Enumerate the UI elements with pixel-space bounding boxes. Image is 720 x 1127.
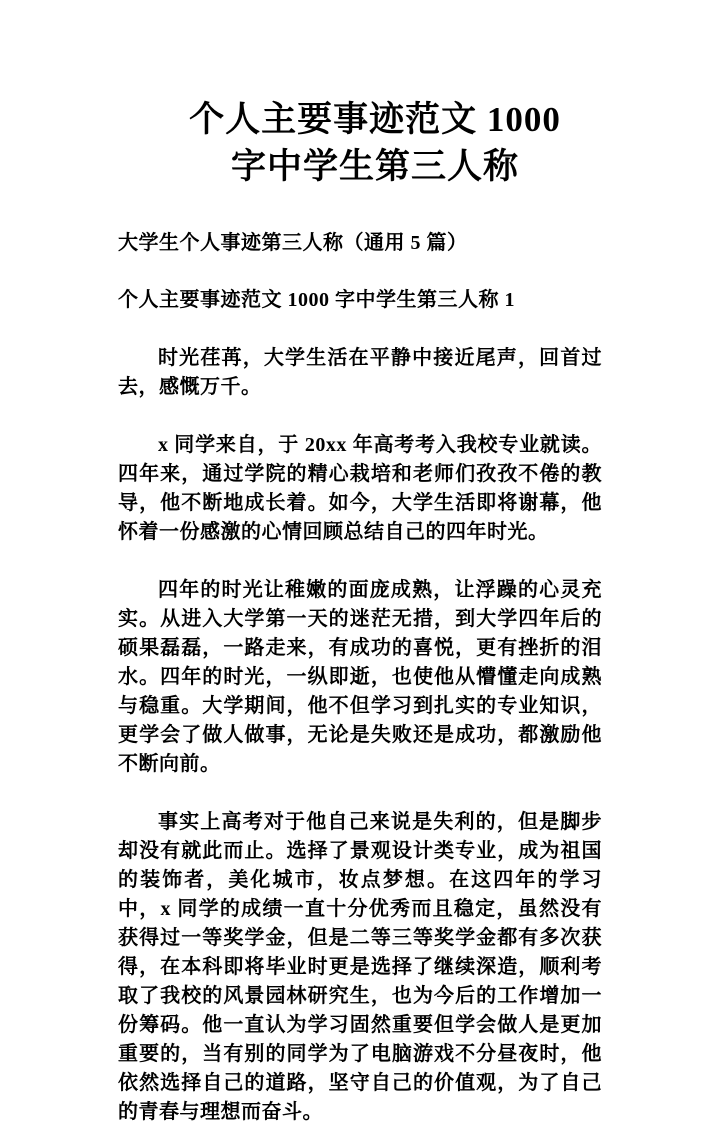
section-heading: 个人主要事迹范文 1000 字中学生第三人称 1 <box>118 288 515 311</box>
document-title-line-2: 字中学生第三人称 <box>230 147 519 187</box>
document-title-line-1: 个人主要事迹范文 1000 <box>189 100 561 139</box>
paragraph: 时光荏苒，大学生活在平静中接近尾声，回首过去，感慨万千。 <box>118 346 602 398</box>
paragraph: 事实上高考对于他自己来说是失利的，但是脚步却没有就此而止。选择了景观设计类专业，成为祖国的装饰者，美化城市，妆点梦想。在这四年的学习中，x 同学的成绩一直十分优秀而且稳定，虽然没有获得过一等奖学金，但是二等三等奖学金都有多次获得，在本科即将毕业时更是选择了继续深造，顺利考取了我校的风景园林研究生，也为今后的工作增加一份筹码。他一直认为学习固然重要但学会做人是更加重要的，当有别的同学为了电脑游戏不分昼夜时，他依然选择自己的道路，坚守自己的价值观，为了自己的青春与理想而奋斗。 <box>118 810 602 1123</box>
paragraph: x 同学来自，于 20xx 年高考考入我校专业就读。四年来，通过学院的精心栽培和老师们孜孜不倦的教导，他不断地成长着。如今，大学生活即将谢幕，他怀着一份感激的心情回顾总结自己的四年时光。 <box>118 433 602 543</box>
paragraph: 四年的时光让稚嫩的面庞成熟，让浮躁的心灵充实。从进入大学第一天的迷茫无措，到大学四年后的硕果磊磊，一路走来，有成功的喜悦，更有挫折的泪水。四年的时光，一纵即逝，也使他从懵懂走向成熟与稳重。大学期间，他不但学习到扎实的专业知识，更学会了做人做事，无论是失败还是成功，都激励他不断向前。 <box>118 578 602 775</box>
document-body <box>118 344 602 1127</box>
document-title <box>118 96 602 191</box>
document-subtitle: 大学生个人事迹第三人称（通用 5 篇） <box>118 231 468 254</box>
